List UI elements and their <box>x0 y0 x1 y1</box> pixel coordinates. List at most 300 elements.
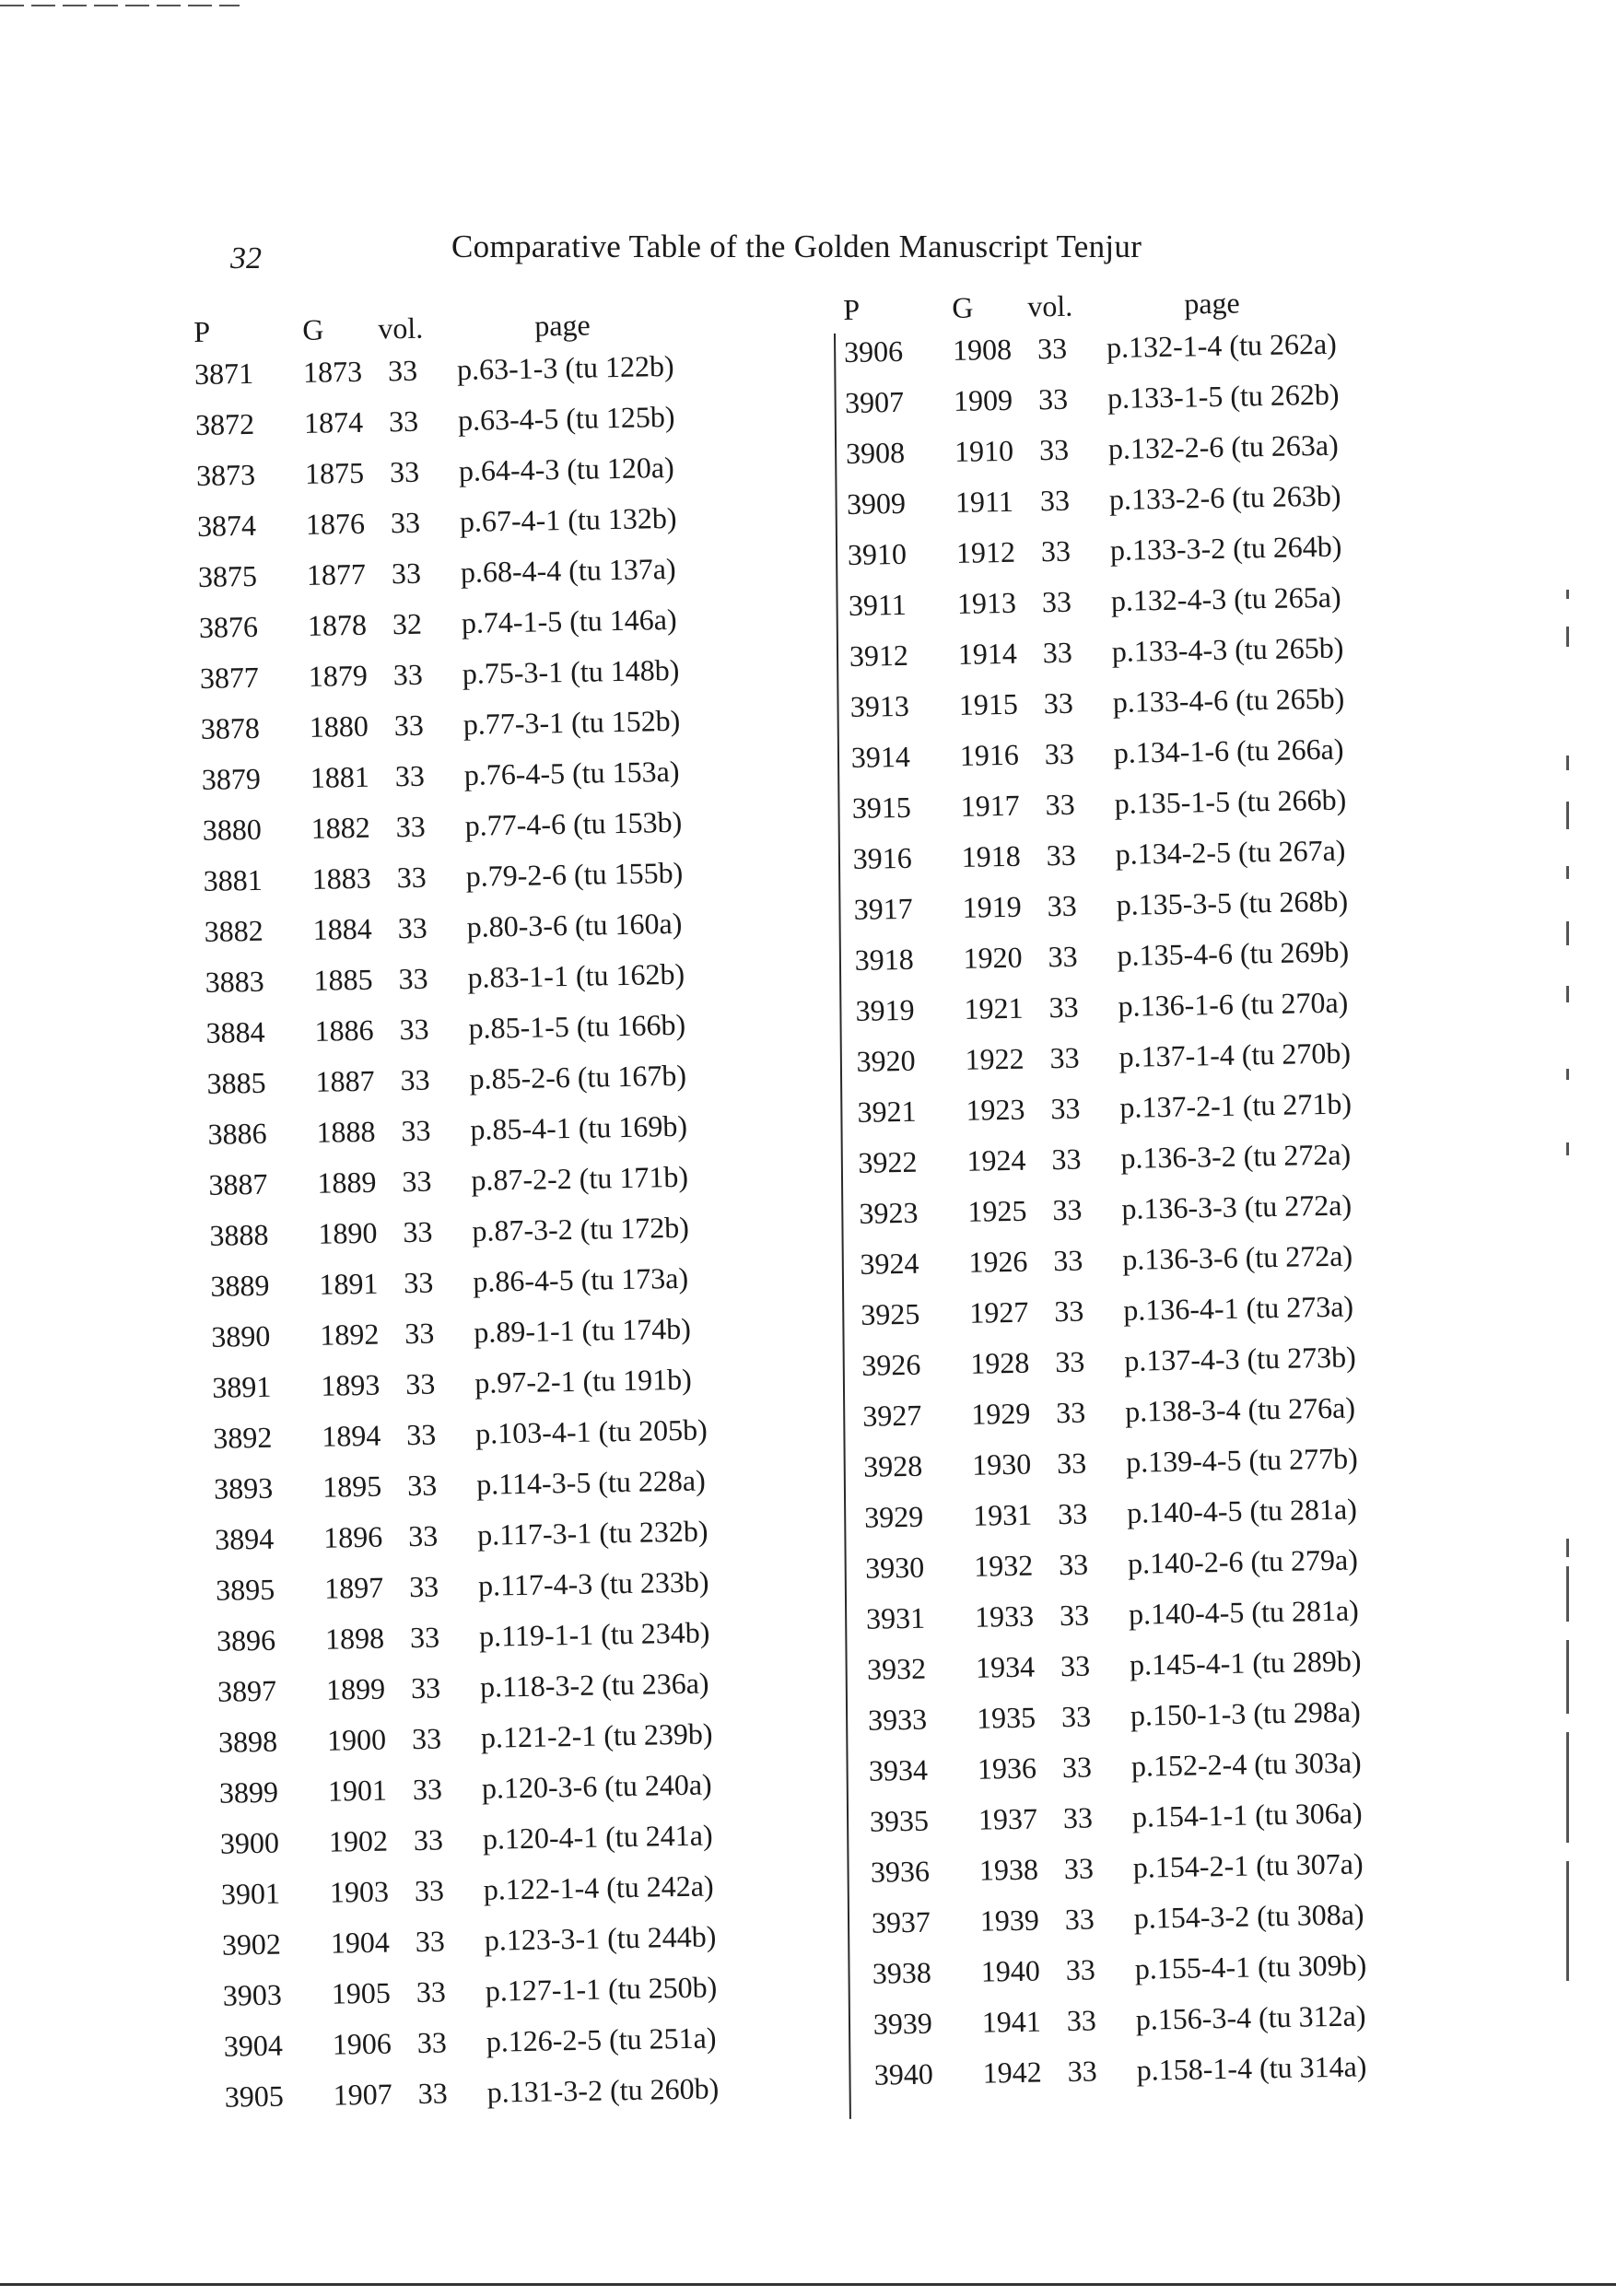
row-p: 3885 <box>206 1065 266 1100</box>
row-vol: 33 <box>1046 838 1076 873</box>
row-p: 3923 <box>859 1195 919 1230</box>
row-p: 3927 <box>861 1398 922 1433</box>
row-vol: 33 <box>389 454 420 489</box>
row-p: 3886 <box>207 1116 267 1151</box>
row-vol: 33 <box>395 809 427 844</box>
row-page: p.136-3-6 (tu 272a) <box>1122 1238 1353 1276</box>
table-row <box>867 1694 1361 1754</box>
table-row <box>850 732 1344 791</box>
row-p: 3930 <box>864 1550 925 1585</box>
row-vol: 33 <box>1053 1243 1083 1278</box>
row-p: 3931 <box>865 1600 926 1635</box>
row-vol: 33 <box>1052 1192 1083 1227</box>
row-g: 1914 <box>957 636 1018 671</box>
table-row <box>197 551 676 611</box>
row-page: p.114-3-5 (tu 228a) <box>475 1463 706 1501</box>
row-g: 1887 <box>315 1063 375 1098</box>
row-page: p.133-1-5 (tu 262b) <box>1107 377 1340 416</box>
row-page: p.154-3-2 (tu 308a) <box>1133 1897 1364 1935</box>
left-table-column <box>193 308 720 2131</box>
row-vol: 33 <box>415 1924 446 1959</box>
row-page: p.134-1-6 (tu 266a) <box>1113 732 1344 769</box>
header-g: G <box>951 290 974 324</box>
row-p: 3879 <box>201 761 262 796</box>
row-p: 3940 <box>873 2056 934 2091</box>
row-g: 1893 <box>320 1367 381 1402</box>
row-g: 1904 <box>330 1925 391 1960</box>
row-vol: 33 <box>1063 1851 1095 1886</box>
row-g: 1883 <box>311 861 372 896</box>
scan-edge-marks <box>1566 590 1574 2156</box>
row-g: 1932 <box>973 1548 1034 1583</box>
row-p: 3933 <box>867 1702 928 1737</box>
table-row <box>203 855 684 915</box>
row-page: p.135-1-5 (tu 266b) <box>1114 782 1347 820</box>
row-p: 3938 <box>872 1955 932 1990</box>
table-row <box>864 1542 1359 1602</box>
table-row <box>851 782 1347 842</box>
row-page: p.127-1-1 (tu 250b) <box>485 1970 718 2008</box>
row-p: 3937 <box>871 1904 931 1939</box>
row-page: p.136-1-6 (tu 270a) <box>1118 985 1349 1023</box>
row-vol: 33 <box>390 505 421 540</box>
row-g: 1880 <box>309 709 369 744</box>
row-page: p.79-2-6 (tu 155b) <box>465 855 684 893</box>
row-p: 3887 <box>208 1166 268 1201</box>
row-g: 1894 <box>321 1418 381 1453</box>
row-vol: 33 <box>410 1670 441 1705</box>
row-g: 1912 <box>955 534 1016 569</box>
row-page: p.154-2-1 (tu 307a) <box>1132 1846 1364 1884</box>
table-row <box>200 703 681 763</box>
row-page: p.89-1-1 (tu 174b) <box>473 1311 692 1349</box>
row-vol: 33 <box>1062 1800 1094 1835</box>
table-row <box>849 681 1345 741</box>
row-g: 1925 <box>967 1193 1027 1228</box>
row-p: 3910 <box>847 536 908 571</box>
row-p: 3882 <box>204 913 263 948</box>
row-p: 3890 <box>211 1318 271 1353</box>
row-g: 1882 <box>310 810 371 845</box>
table-row <box>204 906 683 966</box>
row-vol: 33 <box>404 1366 436 1401</box>
row-p: 3884 <box>205 1014 265 1049</box>
table-row <box>854 934 1350 994</box>
table-row <box>844 377 1340 437</box>
row-page: p.86-4-5 (tu 173a) <box>473 1260 689 1298</box>
row-p: 3896 <box>216 1622 276 1658</box>
row-vol: 33 <box>1047 888 1077 923</box>
row-vol: 33 <box>387 353 418 388</box>
row-p: 3891 <box>212 1369 272 1404</box>
row-p: 3922 <box>858 1144 918 1179</box>
row-page: p.87-2-2 (tu 171b) <box>471 1159 689 1197</box>
table-row <box>861 1390 1356 1450</box>
left-table-body <box>193 348 720 2131</box>
row-g: 1902 <box>328 1823 389 1858</box>
row-page: p.145-4-1 (tu 289b) <box>1129 1644 1362 1681</box>
row-g: 1875 <box>304 455 365 490</box>
row-p: 3921 <box>857 1094 917 1129</box>
header-g: G <box>301 312 324 346</box>
row-page: p.133-4-3 (tu 265b) <box>1111 630 1344 668</box>
row-vol: 33 <box>1051 1142 1082 1177</box>
table-row <box>859 1188 1353 1248</box>
row-page: p.136-3-3 (tu 272a) <box>1121 1188 1353 1225</box>
row-g: 1897 <box>323 1570 384 1605</box>
row-p: 3894 <box>214 1521 275 1556</box>
row-g: 1873 <box>302 354 363 389</box>
row-page: p.117-4-3 (tu 233b) <box>477 1564 709 1602</box>
row-g: 1911 <box>954 484 1014 519</box>
row-g: 1921 <box>964 990 1024 1025</box>
row-vol: 33 <box>1048 939 1078 974</box>
header-page: page <box>1183 286 1240 321</box>
row-g: 1919 <box>962 889 1022 924</box>
row-page: p.85-4-1 (tu 169b) <box>470 1108 688 1146</box>
row-g: 1917 <box>960 788 1021 823</box>
row-p: 3881 <box>203 862 263 897</box>
row-vol: 33 <box>1041 584 1072 619</box>
row-vol: 33 <box>391 556 422 591</box>
row-vol: 33 <box>403 1214 433 1249</box>
row-vol: 33 <box>396 860 427 895</box>
table-row <box>846 478 1341 538</box>
row-page: p.133-2-6 (tu 263b) <box>1108 478 1341 516</box>
row-vol: 33 <box>1057 1496 1088 1531</box>
row-g: 1920 <box>963 940 1023 975</box>
row-page: p.85-1-5 (tu 166b) <box>468 1007 686 1045</box>
table-row <box>861 1340 1357 1400</box>
right-table-header <box>843 286 1240 335</box>
row-page: p.80-3-6 (tu 160a) <box>466 906 683 943</box>
table-row <box>193 348 674 408</box>
row-g: 1935 <box>976 1700 1036 1735</box>
row-page: p.67-4-1 (tu 132b) <box>459 500 677 538</box>
table-row <box>198 602 677 662</box>
table-row <box>215 1564 709 1624</box>
row-vol: 33 <box>1043 685 1074 720</box>
row-g: 1896 <box>322 1519 383 1554</box>
row-g: 1888 <box>316 1114 376 1149</box>
table-row <box>218 1767 712 1827</box>
row-vol: 33 <box>411 1721 442 1756</box>
row-page: p.83-1-1 (tu 162b) <box>467 956 685 994</box>
row-page: p.121-2-1 (tu 239b) <box>480 1716 713 1754</box>
row-g: 1908 <box>952 332 1013 367</box>
row-p: 3904 <box>223 2028 284 2063</box>
row-g: 1918 <box>961 838 1022 873</box>
table-row <box>205 1007 686 1067</box>
table-row <box>224 2071 720 2131</box>
table-row <box>195 450 674 510</box>
row-vol: 33 <box>1060 1648 1091 1683</box>
table-row <box>220 1868 714 1928</box>
row-vol: 33 <box>414 1873 445 1908</box>
row-page: p.150-1-3 (tu 298a) <box>1130 1694 1361 1732</box>
row-g: 1905 <box>331 1975 392 2010</box>
table-row <box>217 1666 709 1726</box>
row-g: 1931 <box>972 1497 1033 1532</box>
row-vol: 33 <box>1065 1952 1096 1987</box>
page-title: Comparative Table of the Golden Manuscript Tenjur <box>451 228 1142 264</box>
row-g: 1891 <box>319 1266 379 1301</box>
row-vol: 33 <box>1044 736 1075 771</box>
table-row <box>870 1846 1364 1906</box>
row-g: 1892 <box>320 1317 380 1352</box>
row-vol: 33 <box>412 1772 443 1807</box>
row-page: p.137-4-3 (tu 273b) <box>1123 1340 1357 1377</box>
table-row <box>872 1998 1366 2058</box>
row-p: 3939 <box>872 2006 933 2041</box>
row-vol: 33 <box>1067 2054 1098 2089</box>
row-vol: 33 <box>406 1468 438 1503</box>
left-table-header <box>193 308 591 357</box>
table-row <box>221 1919 717 1979</box>
row-g: 1942 <box>982 2055 1043 2090</box>
row-g: 1890 <box>318 1215 378 1250</box>
row-g: 1885 <box>313 962 373 997</box>
row-p: 3872 <box>194 406 255 441</box>
table-row <box>202 804 683 864</box>
row-page: p.97-2-1 (tu 191b) <box>474 1362 693 1400</box>
row-g: 1901 <box>327 1773 388 1808</box>
row-p: 3912 <box>849 638 909 673</box>
row-page: p.77-3-1 (tu 152b) <box>463 703 681 741</box>
row-page: p.68-4-4 (tu 137a) <box>460 551 676 589</box>
row-vol: 33 <box>405 1417 437 1452</box>
page-number: 32 <box>230 241 262 275</box>
table-row <box>211 1311 692 1371</box>
row-page: p.136-4-1 (tu 273a) <box>1122 1289 1354 1327</box>
row-page: p.135-4-6 (tu 269b) <box>1117 934 1350 972</box>
row-g: 1876 <box>305 506 366 541</box>
row-p: 3880 <box>202 812 263 847</box>
table-row <box>222 1970 718 2030</box>
row-p: 3898 <box>217 1724 278 1759</box>
row-vol: 33 <box>1045 787 1076 822</box>
row-page: p.155-4-1 (tu 309b) <box>1134 1948 1367 1986</box>
row-page: p.120-3-6 (tu 240a) <box>481 1767 712 1805</box>
row-page: p.64-4-3 (tu 120a) <box>458 450 674 487</box>
row-page: p.123-3-1 (tu 244b) <box>484 1919 717 1957</box>
row-vol: 33 <box>1056 1446 1087 1481</box>
table-row <box>196 500 677 560</box>
row-p: 3877 <box>199 660 260 695</box>
table-row <box>869 1796 1363 1856</box>
row-p: 3929 <box>863 1499 924 1534</box>
top-edge-rule <box>0 5 240 6</box>
row-page: p.117-3-1 (tu 232b) <box>476 1514 708 1552</box>
row-page: p.140-4-5 (tu 281a) <box>1128 1593 1360 1631</box>
row-p: 3914 <box>850 739 911 774</box>
row-p: 3900 <box>219 1825 280 1860</box>
row-p: 3892 <box>212 1420 273 1455</box>
row-g: 1877 <box>306 556 367 592</box>
row-vol: 33 <box>1039 483 1071 518</box>
row-g: 1941 <box>981 2004 1042 2039</box>
row-vol: 33 <box>416 2025 448 2060</box>
row-vol: 33 <box>398 961 428 996</box>
row-g: 1909 <box>953 382 1013 417</box>
row-p: 3911 <box>848 587 908 622</box>
row-p: 3888 <box>209 1217 269 1252</box>
row-vol: 33 <box>1059 1598 1090 1633</box>
row-g: 1884 <box>312 911 372 946</box>
table-row <box>856 1036 1352 1095</box>
row-g: 1937 <box>978 1801 1038 1836</box>
row-g: 1924 <box>966 1142 1026 1177</box>
row-p: 3876 <box>198 609 259 644</box>
table-row <box>862 1441 1358 1501</box>
row-vol: 33 <box>397 910 427 945</box>
row-page: p.138-3-4 (tu 276a) <box>1124 1390 1356 1428</box>
row-g: 1900 <box>326 1722 387 1757</box>
header-vol: vol. <box>377 310 424 346</box>
table-row <box>866 1644 1362 1704</box>
row-vol: 33 <box>399 1012 429 1047</box>
row-page: p.135-3-5 (tu 268b) <box>1116 884 1349 921</box>
row-g: 1913 <box>956 585 1017 620</box>
row-vol: 33 <box>1050 1091 1081 1126</box>
row-vol: 33 <box>1048 990 1079 1025</box>
table-row <box>865 1593 1360 1653</box>
row-p: 3908 <box>845 435 906 470</box>
table-row <box>212 1362 693 1422</box>
row-p: 3926 <box>861 1347 921 1382</box>
row-g: 1923 <box>966 1092 1025 1127</box>
row-p: 3936 <box>870 1854 931 1889</box>
row-page: p.132-1-4 (tu 262a) <box>1106 326 1338 365</box>
row-p: 3893 <box>213 1470 274 1505</box>
row-vol: 33 <box>1054 1344 1085 1379</box>
row-vol: 33 <box>404 1316 435 1351</box>
row-p: 3909 <box>846 486 907 521</box>
table-row <box>847 529 1342 589</box>
row-page: p.133-4-6 (tu 265b) <box>1112 681 1345 719</box>
row-g: 1898 <box>324 1621 385 1656</box>
table-row <box>207 1108 688 1168</box>
table-row <box>210 1260 689 1320</box>
row-vol: 33 <box>1064 1902 1095 1937</box>
row-vol: 33 <box>1066 2003 1097 2038</box>
row-page: p.154-1-1 (tu 306a) <box>1131 1796 1363 1833</box>
table-row <box>868 1745 1362 1805</box>
row-p: 3913 <box>849 688 910 723</box>
row-p: 3871 <box>193 356 254 391</box>
bottom-edge-rule <box>0 2283 1616 2286</box>
row-p: 3935 <box>869 1803 930 1838</box>
row-vol: 33 <box>1060 1699 1092 1734</box>
table-row <box>206 1058 687 1118</box>
row-g: 1926 <box>968 1244 1028 1279</box>
row-p: 3902 <box>221 1927 282 1962</box>
row-vol: 33 <box>1058 1547 1089 1582</box>
table-row <box>217 1716 713 1776</box>
row-vol: 33 <box>1055 1395 1086 1430</box>
table-row <box>219 1818 713 1878</box>
row-g: 1922 <box>965 1041 1025 1076</box>
row-g: 1899 <box>325 1671 386 1706</box>
header-page: page <box>533 308 591 343</box>
row-page: p.156-3-4 (tu 312a) <box>1135 1998 1366 2036</box>
row-vol: 33 <box>392 657 424 692</box>
row-g: 1928 <box>969 1345 1030 1380</box>
table-row <box>223 2021 717 2080</box>
row-vol: 32 <box>392 606 423 641</box>
table-row <box>845 428 1339 487</box>
row-p: 3895 <box>215 1572 275 1607</box>
row-g: 1916 <box>959 737 1020 772</box>
row-p: 3883 <box>205 964 264 999</box>
header-p: P <box>843 292 861 326</box>
table-row <box>855 985 1349 1045</box>
row-page: p.76-4-5 (tu 153a) <box>463 754 680 791</box>
table-row <box>852 833 1346 893</box>
row-vol: 33 <box>1037 381 1069 416</box>
row-g: 1936 <box>977 1751 1037 1786</box>
row-g: 1939 <box>979 1903 1040 1938</box>
row-p: 3918 <box>854 942 914 977</box>
row-p: 3917 <box>853 891 913 926</box>
row-p: 3905 <box>224 2079 285 2114</box>
row-g: 1889 <box>317 1165 377 1200</box>
table-row <box>209 1210 690 1270</box>
row-g: 1915 <box>958 686 1019 721</box>
row-g: 1910 <box>954 433 1014 468</box>
row-page: p.63-4-5 (tu 125b) <box>457 399 675 438</box>
row-p: 3889 <box>210 1268 270 1303</box>
row-g: 1934 <box>975 1649 1036 1684</box>
table-row <box>849 630 1344 690</box>
row-vol: 33 <box>394 758 426 793</box>
table-row <box>214 1514 708 1574</box>
table-row <box>857 1086 1353 1146</box>
row-page: p.137-1-4 (tu 270b) <box>1118 1036 1352 1073</box>
table-row <box>194 399 675 459</box>
row-page: p.132-2-6 (tu 263a) <box>1107 428 1339 465</box>
row-p: 3928 <box>862 1448 923 1483</box>
header-p: P <box>193 314 211 348</box>
row-p: 3920 <box>856 1043 916 1078</box>
row-page: p.103-4-1 (tu 205b) <box>474 1412 708 1450</box>
row-g: 1879 <box>308 658 369 693</box>
row-g: 1929 <box>970 1396 1031 1431</box>
row-vol: 33 <box>1038 432 1070 467</box>
row-p: 3925 <box>861 1296 920 1331</box>
row-p: 3919 <box>855 992 915 1027</box>
row-p: 3873 <box>195 457 256 492</box>
header-vol: vol. <box>1026 288 1073 323</box>
table-row <box>213 1463 706 1523</box>
row-page: p.63-1-3 (tu 122b) <box>456 348 674 387</box>
row-page: p.158-1-4 (tu 314a) <box>1136 2049 1367 2087</box>
row-vol: 33 <box>1061 1750 1093 1785</box>
row-page: p.139-4-5 (tu 277b) <box>1125 1441 1358 1479</box>
row-p: 3899 <box>218 1775 279 1810</box>
row-p: 3924 <box>860 1246 919 1281</box>
table-row <box>843 326 1338 386</box>
row-page: p.136-3-2 (tu 272a) <box>1120 1137 1352 1175</box>
row-p: 3875 <box>197 558 258 593</box>
row-vol: 33 <box>393 708 425 743</box>
row-p: 3907 <box>844 384 905 419</box>
row-page: p.118-3-2 (tu 236a) <box>479 1666 709 1704</box>
row-vol: 33 <box>417 2076 449 2111</box>
row-page: p.126-2-5 (tu 251a) <box>486 2021 717 2058</box>
row-g: 1933 <box>974 1599 1035 1634</box>
row-p: 3874 <box>196 508 257 543</box>
